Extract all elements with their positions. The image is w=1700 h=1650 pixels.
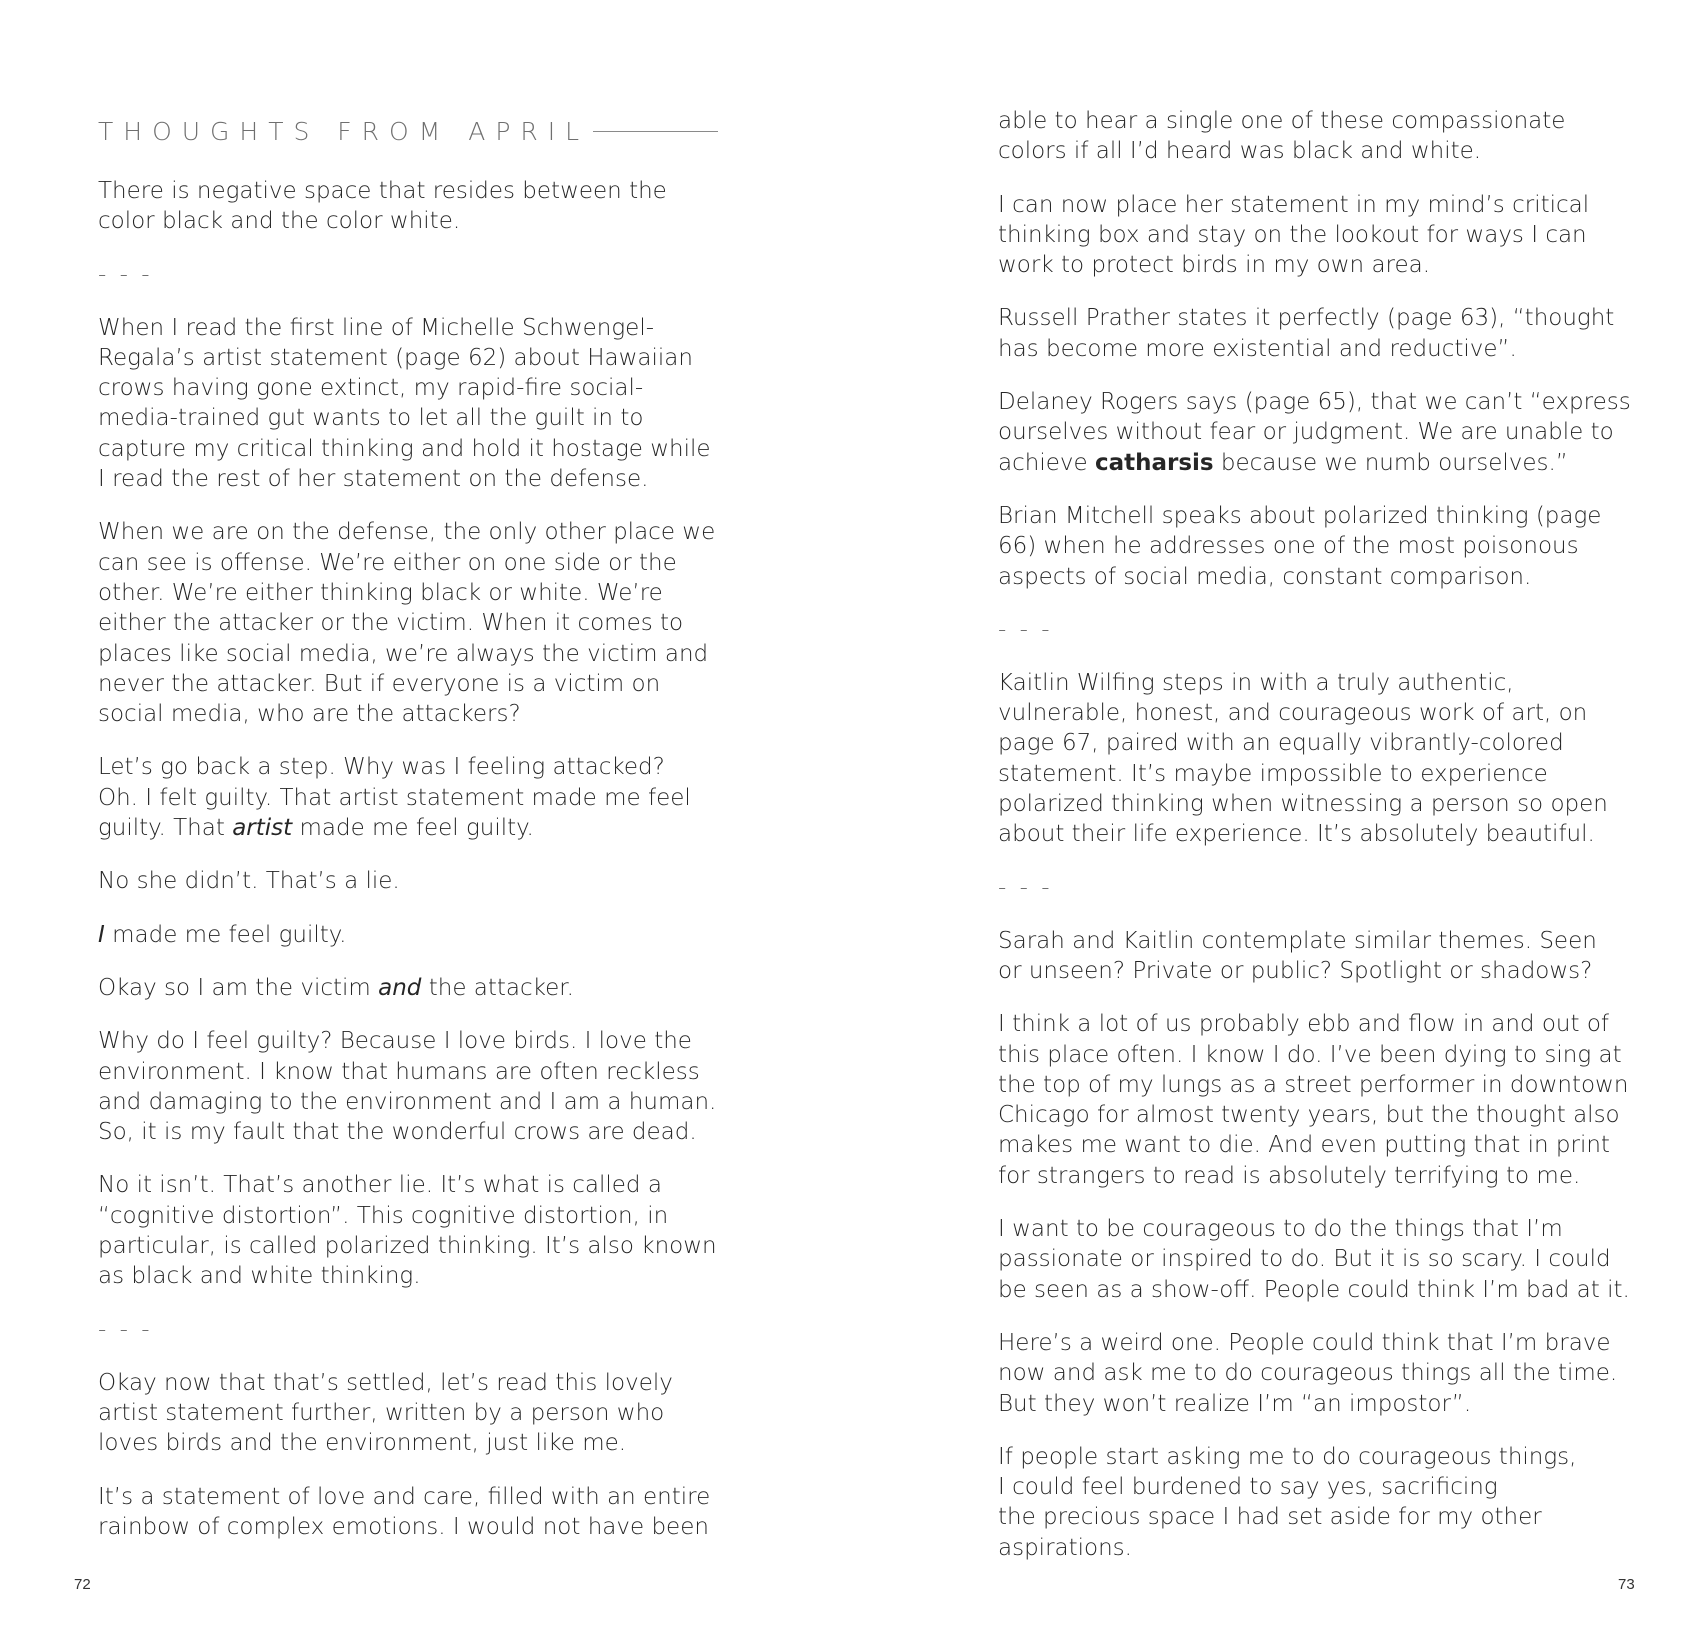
text-run: the attacker. (421, 974, 574, 1001)
section-header (98, 114, 718, 148)
left-text-column (98, 176, 738, 1565)
text-run: Let’s go back a step. Why was I feeling attacked? Oh. I felt guilty. That artist statement made me feel guilty. That (98, 754, 691, 842)
paragraph: I think a lot of us probably ebb and flow in and out of this place often. I know I do. I’ve been dying to sing at the top of my lungs as a street performer in downtown Chicago for almost twenty years, but the thought also makes me want to die. And even putting that in print for strangers to read is absolutely terrifying to me. (998, 1011, 1629, 1189)
section-separator: - - - (998, 874, 1053, 901)
section-separator: - - - (998, 616, 1053, 643)
page-number: 72 (74, 1576, 91, 1593)
page-number: 73 (1618, 1576, 1635, 1593)
right-page (850, 0, 1700, 1650)
paragraph: Kaitlin Wilfing steps in with a truly authentic, vulnerable, honest, and courageous work of art, on page 67, paired with an equally vibrantly-colored statement. It’s maybe impossible to experience polarized thinking when witnessing a person so open about their life experience. It’s absolutely beautiful. (998, 669, 1608, 848)
section-separator: - - - (98, 261, 153, 288)
paragraph: No she didn’t. That’s a lie. (98, 868, 400, 895)
bold-text: catharsis (1094, 449, 1214, 476)
paragraph: Here’s a weird one. People could think that I’m brave now and ask me to do courageous things all the time. But they won’t realize I’m “an impostor”. (998, 1329, 1618, 1417)
paragraph: Okay now that that’s settled, let’s read this lovely artist statement further, written by a person who loves birds and the environment, just like me. (98, 1369, 673, 1457)
paragraph (98, 752, 738, 843)
section-rule-divider (593, 131, 718, 132)
text-run: Okay so I am the victim (98, 974, 379, 1001)
paragraph (98, 973, 738, 1003)
paragraph: There is negative space that resides between the color black and the color white. (98, 178, 667, 235)
text-run: made me feel guilty. (104, 921, 347, 948)
text-run: Delaney Rogers says (page 65), that we can’t “express ourselves without fear or judgment. We are unable to achieve (998, 389, 1631, 476)
emphasis-text: artist (232, 815, 293, 842)
section-title: THOUGHTS FROM APRIL (98, 116, 590, 146)
paragraph: No it isn’t. That’s another lie. It’s what is called a “cognitive distortion”. This cognitive distortion, in particular, is called polarized thinking. It’s also known as black and white thinking. (98, 1172, 717, 1290)
paragraph (998, 387, 1638, 478)
paragraph (98, 920, 738, 950)
text-run: because we numb ourselves.” (1213, 449, 1568, 476)
paragraph: Sarah and Kaitlin contemplate similar themes. Seen or unseen? Private or public? Spotlight or shadows? (998, 927, 1597, 984)
paragraph: Russell Prather states it perfectly (page 63), “thought has become more existential and reductive”. (998, 305, 1615, 362)
emphasis-text: I (98, 921, 105, 948)
paragraph: I can now place her statement in my mind’s critical thinking box and stay on the lookout for ways I can work to protect birds in my own area. (998, 191, 1590, 279)
section-separator: - - - (98, 1316, 153, 1343)
paragraph: able to hear a single one of these compassionate colors if all I’d heard was black and white. (998, 108, 1566, 165)
paragraph: Why do I feel guilty? Because I love birds. I love the environment. I know that humans are often reckless and damaging to the environment and I am a human. So, it is my fault that the wonderful crows are dead. (98, 1028, 717, 1146)
emphasis-text: and (378, 974, 422, 1001)
paragraph: When we are on the defense, the only other place we can see is offense. We’re either on one side or the other. We’re either thinking black or white. We’re either the attacker or the victim. When it comes to places like social media, we’re always the victim and never the attacker. But if everyone is a victim on social media, who are the attackers? (98, 519, 716, 728)
right-text-column (998, 106, 1638, 1586)
text-run: made me feel guilty. (292, 815, 534, 842)
paragraph: When I read the first line of Michelle Schwengel- Regala’s artist statement (page 62) about Hawaiian crows having gone extinct, my rapid-fire social- media-trained gut wants to let all the guilt in to capture my critical thinking and hold it hostage while I read the rest of her statement on the defense. (98, 314, 711, 493)
paragraph: It’s a statement of love and care, filled with an entire rainbow of complex emotions. I would not have been (98, 1483, 711, 1540)
paragraph: I want to be courageous to do the things that I’m passionate or inspired to do. But it is so scary. I could be seen as a show-off. People could think I’m bad at it. (998, 1216, 1630, 1303)
paragraph: Brian Mitchell speaks about polarized thinking (page 66) when he addresses one of the most poisonous aspects of social media, constant comparison. (998, 502, 1602, 590)
paragraph: If people start asking me to do courageous things, I could feel burdened to say yes, sacrificing the precious space I had set aside for my other aspirations. (998, 1443, 1577, 1561)
